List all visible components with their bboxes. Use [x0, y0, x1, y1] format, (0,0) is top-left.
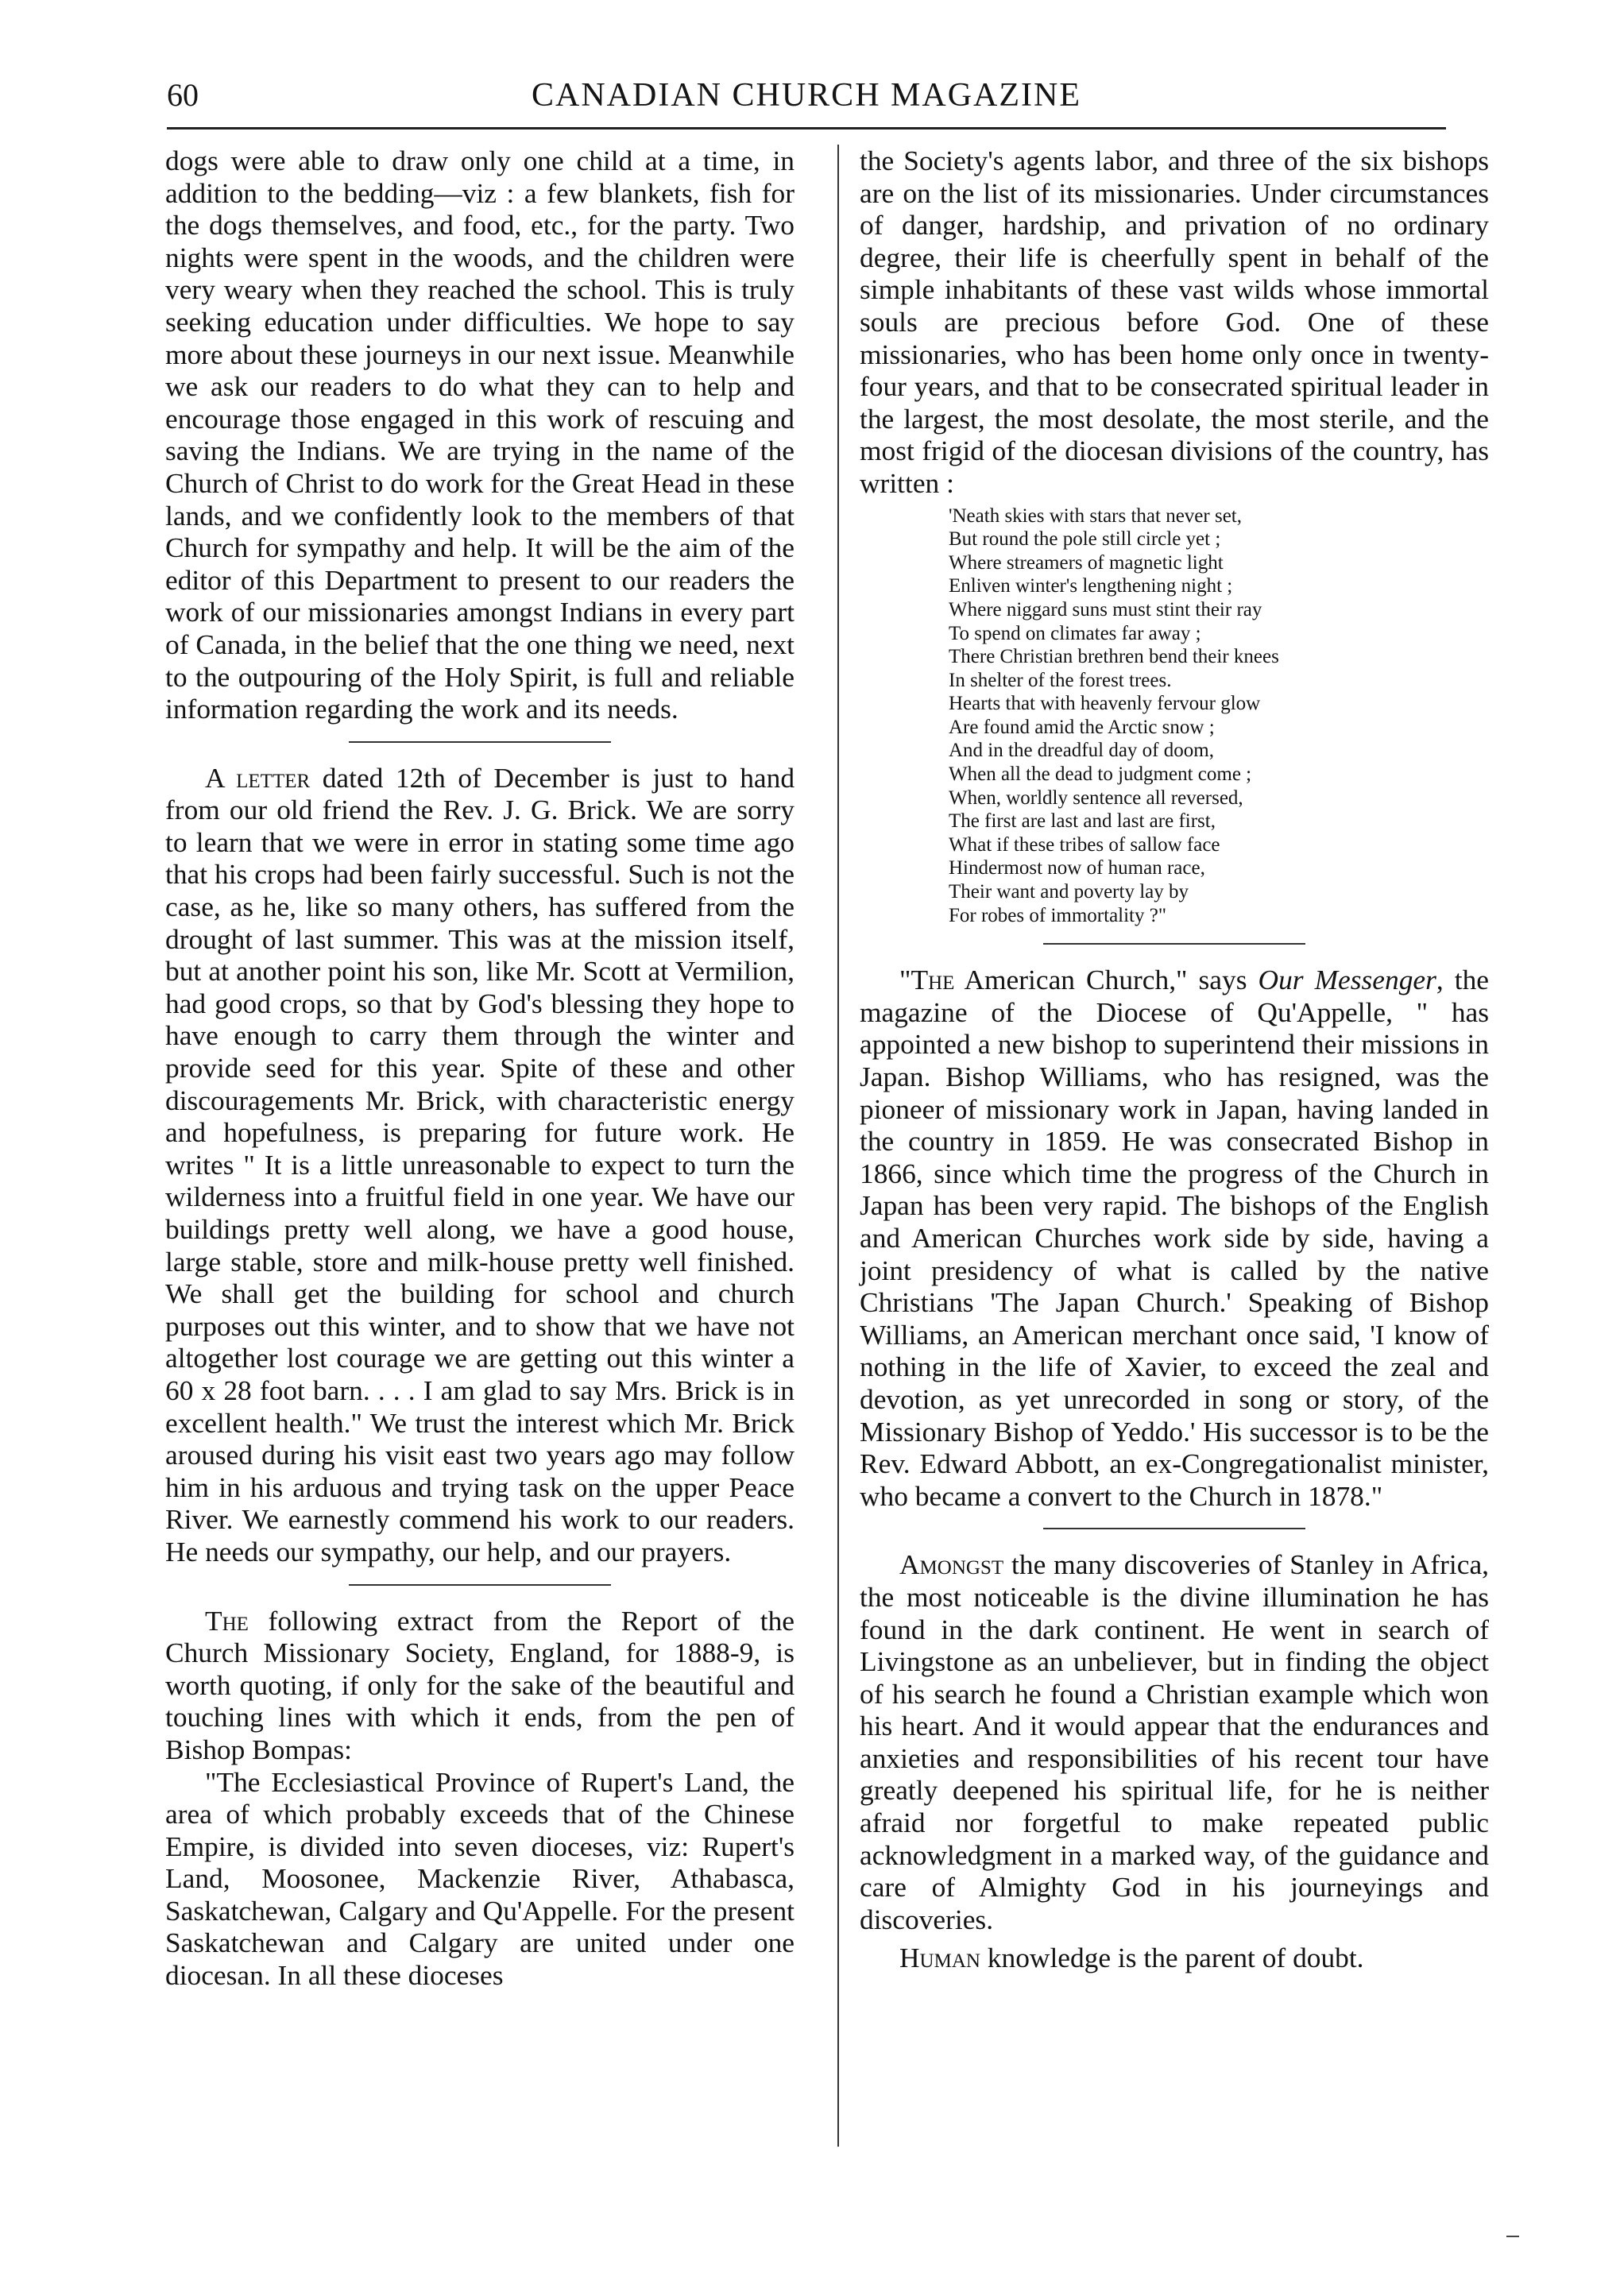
- paragraph-american-church: [860, 964, 1489, 1512]
- paragraph-rupert-province: "The Ecclesiastical Province of Rupert's Land, the area of which probably exceeds that of the Chinese Empire, is divided into seven dioceses, viz: Rupert's Land, Moosonee, Mackenzie River, Athabasca, Saskatchewan, Calgary and Qu'Appelle. For the present Saskatchewan and Calgary are united under one diocesan. In all these dioceses: [165, 1765, 795, 1992]
- page-number: 60: [167, 77, 199, 113]
- poem-line: And in the dreadful day of doom,: [949, 740, 1214, 762]
- paragraph-society-agents: the Society's agents labor, and three of the six bishops are on the list of its missionaries. Under circumstances of danger, hardship, and privation of no ordinary degree, their life is cheerfully spent in behalf of the simple inhabitants of these vast wilds whose immortal souls are precious before God. One of these missionaries, who has been home only once in twenty-four years, and that to be consecrated spiritual leader in the largest, the most desolate, the most sterile, and the most frigid of the diocesan divisions of the country, has written :: [860, 145, 1489, 499]
- poem-line: Are found amid the Arctic snow ;: [949, 716, 1215, 738]
- poem-line: In shelter of the forest trees.: [949, 669, 1172, 691]
- paragraph-text: , the magazine of the Diocese of Qu'Appelle, " has appointed a new bishop to superintend their missions in Japan. Bishop Williams, who has resigned, was the pioneer of missionary work in Japan, having landed in the country in 1859. He was consecrated Bishop in 1866, since which time the progress of the Church in Japan has been very rapid. The bishops of the English and American Churches work side by side, having a joint presidency of what is called by the native Christians 'The Japan Church.' Speaking of Bishop Williams, an American merchant once said, 'I know of nothing in the life of Xavier, to exceed the zeal and devotion, as yet unrecorded in song or story, of the Missionary Bishop of Yeddo.' His successor is to be the Rev. Edward Abbott, an ex-Congregationalist minister, who became a convert to the Church in 1878.": [860, 964, 1490, 1512]
- poem-bishop-bompas: [860, 504, 1489, 928]
- poem-line: When, worldly sentence all reversed,: [949, 787, 1243, 809]
- paragraph-text: the many discoveries of Stanley in Africa, the most noticeable is the divine illumination he has found in the dark continent. He went in search of Livingstone as an unbeliever, but in finding the object of his search he found a Christian example which won his heart. And it would appear that the endurances and anxieties and responsibilities of his recent tour have greatly deepened his spiritual life, for he is neither afraid nor forgetful to make repeated public acknowledgment in a marked way, of the guidance and care of Almighty God in his journeyings and discoveries.: [860, 1548, 1489, 1935]
- source-title: Our Messenger: [1258, 964, 1436, 996]
- poem-line: Their want and poverty lay by: [949, 881, 1189, 903]
- left-column: [165, 145, 795, 1992]
- poem-line: 'Neath skies with stars that never set,: [949, 504, 1242, 527]
- right-column: [860, 145, 1489, 1974]
- lead-words: Human: [899, 1942, 980, 1974]
- paragraph-human-knowledge: [860, 1942, 1489, 1974]
- paragraph-brick-letter: [165, 762, 795, 1568]
- paragraph-text: knowledge is the parent of doubt.: [980, 1942, 1364, 1974]
- section-divider: [1043, 1528, 1305, 1529]
- poem-line: The first are last and last are first,: [949, 810, 1216, 833]
- poem-line: But round the pole still circle yet ;: [949, 528, 1221, 551]
- poem-line: Where niggard suns must stint their ray: [949, 598, 1262, 620]
- lead-words: Amongst: [899, 1548, 1004, 1581]
- printer-mark: [1506, 2236, 1519, 2237]
- paragraph-text: dated 12th of December is just to hand from our old friend the Rev. J. G. Brick. We are sorry to learn that we were in error in stating some time ago that his crops had been fairly successful. Such is not the case, as he, like so many others, has suffered from the drought of last summer. This was at the mission itself, but at another point his son, like Mr. Scott at Vermilion, had good crops, so that by God's blessing they hope to have enough to carry them through the winter and provide seed for this year. Spite of these and other discouragements Mr. Brick, with characteristic energy and hopefulness, is preparing for future work. He writes " It is a little unreasonable to expect to turn the wilderness into a fruitful field in one year. We have our buildings pretty well along, we have a good house, large stable, store and milk-house pretty well finished. We shall get the building for school and church purposes out this winter, and to show that we have not altogether lost courage we are getting out this winter a 60 x 28 foot barn. . . . I am glad to say Mrs. Brick is in excellent health." We trust the interest which Mr. Brick aroused during his visit east two years ago may follow him in his arduous and trying task on the upper Peace River. We earnestly commend his work to our readers. He needs our sympathy, our help, and our prayers.: [165, 761, 795, 1567]
- poem-line: For robes of immortality ?": [949, 904, 1167, 926]
- paragraph-cms-report: [165, 1605, 795, 1766]
- page-header: [167, 76, 1446, 124]
- lead-words: A letter: [205, 761, 311, 794]
- header-rule: [167, 127, 1446, 129]
- poem-line: What if these tribes of sallow face: [949, 833, 1220, 856]
- magazine-title: CANADIAN CHURCH MAGAZINE: [532, 77, 1081, 114]
- poem-line: There Christian brethren bend their knees: [949, 646, 1279, 668]
- section-divider: [1043, 943, 1305, 945]
- paragraph-stanley: [860, 1548, 1489, 1935]
- column-divider: [837, 145, 839, 2147]
- poem-line: To spend on climates far away ;: [949, 622, 1201, 644]
- paragraph-indian-education: dogs were able to draw only one child at a time, in addition to the bedding—viz : a few blankets, fish for the dogs themselves, and food, etc., for the party. Two nights were spent in the woods, and the children were very weary when they reached the school. This is truly seeking education under difficulties. We hope to say more about these journeys in our next issue. Meanwhile we ask our readers to do what they can to help and encourage those engaged in this work of rescuing and saving the Indians. We are trying in the name of the Church of Christ to do work for the Great Head in these lands, and we confidently look to the members of that Church for sympathy and help. It will be the aim of the editor of this Department to present to our readers the work of our missionaries amongst Indians in every part of Canada, in the belief that the one thing we need, next to the outpouring of the Holy Spirit, is full and reliable information regarding the work and its needs.: [165, 145, 795, 725]
- lead-words: "The: [899, 964, 955, 996]
- poem-line: When all the dead to judgment come ;: [949, 763, 1252, 786]
- lead-words: The: [205, 1604, 249, 1637]
- section-divider: [349, 1584, 611, 1586]
- poem-line: Hindermost now of human race,: [949, 857, 1205, 879]
- paragraph-text: American Church," says: [954, 964, 1258, 996]
- poem-line: Enliven winter's lengthening night ;: [949, 575, 1233, 597]
- section-divider: [349, 741, 611, 743]
- paragraph-text: following extract from the Report of the Church Missionary Society, England, for 1888-9, is worth quoting, if only for the sake of the beautiful and touching lines with which it ends, from the pen of Bishop Bompas:: [165, 1604, 795, 1765]
- poem-line: Where streamers of magnetic light: [949, 551, 1224, 574]
- poem-line: Hearts that with heavenly fervour glow: [949, 693, 1261, 715]
